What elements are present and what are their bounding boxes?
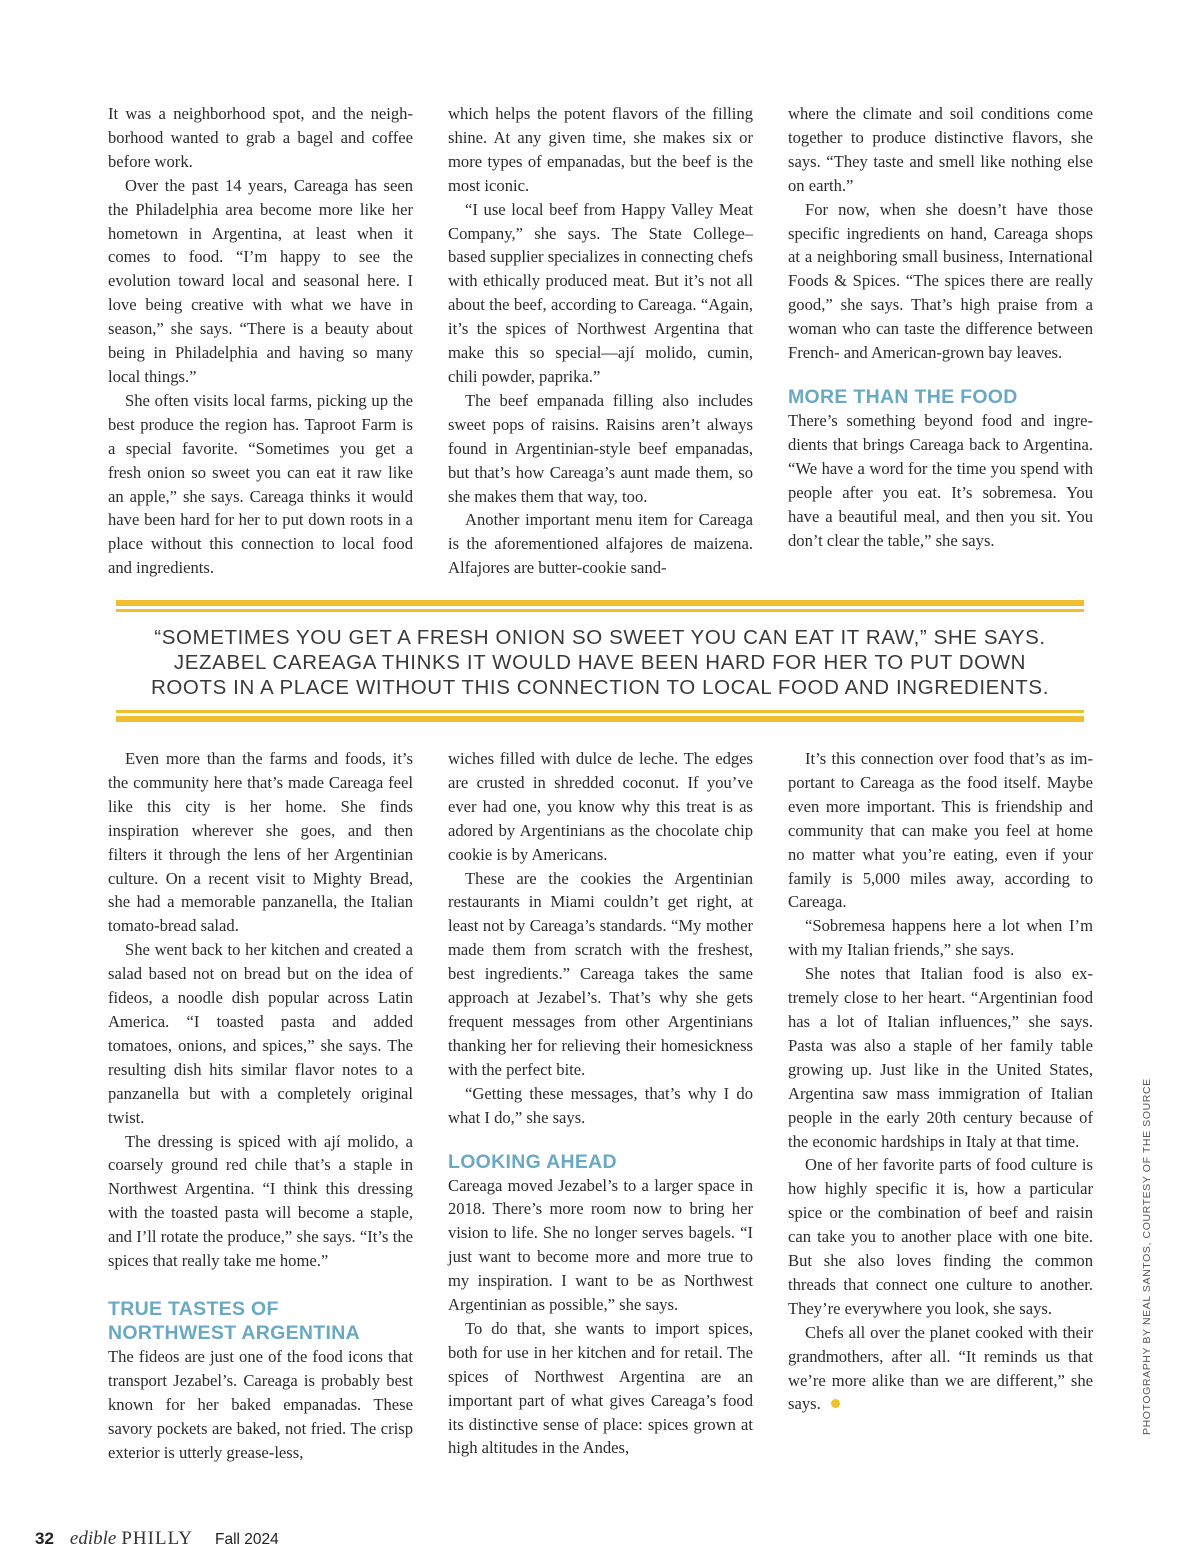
pullquote-line: “SOMETIMES YOU GET A FRESH ONION SO SWEET YOU CAN EAT IT RAW,” SHE SAYS. <box>154 626 1046 649</box>
column-2 <box>448 102 753 580</box>
paragraph: These are the cookies the Argentinian restaurants in Miami couldn’t get right, at least not by Careaga’s standards. “My mother made them from scratch with the freshest, best ingredients.” Careaga takes the same approach at Jezabel’s. That’s why she gets frequent messages from other Argentinians thanking her for relieving their homesickness with the perfect bite. <box>448 868 753 1079</box>
paragraph: “Getting these messages, that’s why I do what I do,” she says. <box>448 1083 753 1127</box>
issue-date: Fall 2024 <box>215 1531 279 1548</box>
paragraph: She notes that Italian food is also extremely close to her heart. “Argentinian food has a lot of Italian influences,” she says. Pasta was also a staple of her family table growing up. Just like in the United States, Argentina saw mass immigration of Italian people in the early 20th century because of the economic hardships in Italy at that time. <box>788 964 1093 1151</box>
pullquote-line: JEZABEL CAREAGA THINKS IT WOULD HAVE BEEN HARD FOR HER TO PUT DOWN <box>173 651 1027 674</box>
column-5 <box>448 747 753 1460</box>
magazine-logo-philly: PHILLY <box>121 1528 194 1549</box>
column-1 <box>108 102 413 580</box>
magazine-logo-edible: edible <box>69 1528 117 1549</box>
column-4 <box>108 747 413 1464</box>
paragraph: “I use local beef from Happy Valley Meat Company,” she says. The State College–based supplier specializes in connecting chefs with ethically produced meat. But it’s not all about the beef, according to Careaga. “Again, it’s the spices of Northwest Argentina that make this so special—ají molido, cumin, chili powder, paprika.” <box>448 199 753 386</box>
paragraph: Another important menu item for Careaga is the aforementioned alfajores de maizena. Alfajores are butter-cookie sand- <box>448 510 753 578</box>
section-heading <box>108 1297 413 1345</box>
page-footer <box>35 1528 279 1556</box>
paragraph: Careaga moved Jezabel’s to a larger space in 2018. There’s more room now to bring her vision to life. She no longer serves bagels. “I just want to become more and more true to my inspiration. I want to be as Northwest Argentinian as possible,” she says. <box>448 1175 753 1315</box>
paragraph: “Sobremesa happens here a lot when I’m with my Italian friends,” she says. <box>788 916 1093 960</box>
paragraph: where the climate and soil conditions come together to produce distinctive flavors, she says. “They taste and smell like nothing else on earth.” <box>788 104 1093 195</box>
paragraph <box>788 1321 1093 1417</box>
paragraph: It was a neighborhood spot, and the neighborhood wanted to grab a bagel and coffee before work. <box>108 104 413 171</box>
page-number: 32 <box>35 1529 54 1548</box>
pullquote-line: ROOTS IN A PLACE WITHOUT THIS CONNECTION TO LOCAL FOOD AND INGREDIENTS. <box>150 676 1050 699</box>
paragraph-text: Chefs all over the planet cooked with their grandmothers, after all. “It reminds us that we’re more alike than we are different,” she says. <box>788 1322 1093 1414</box>
section-heading: LOOKING AHEAD <box>448 1150 617 1173</box>
pullquote-rule-bottom <box>116 710 1084 722</box>
paragraph: The beef empanada filling also includes sweet pops of raisins. Raisins aren’t always found in Argentinian-style beef empanadas, but that’s how Careaga’s aunt made them, so she makes them that way, too. <box>448 390 753 506</box>
paragraph: wiches filled with dulce de leche. The edges are crusted in shredded coconut. If you’ve ever had one, you know why this treat is as adored by Argentinians as the chocolate chip cookie is by Americans. <box>448 749 753 864</box>
section-heading: MORE THAN THE FOOD <box>788 385 1018 408</box>
paragraph: The dressing is spiced with ají molido, a coarsely ground red chile that’s a staple in Northwest Argentina. “I think this dressing with the toasted pasta will become a staple, and I’ll rotate the produce,” she says. “It’s the spices that really take me home.” <box>108 1131 413 1271</box>
section-heading-line: TRUE TASTES OF <box>108 1297 279 1320</box>
column-3 <box>788 102 1093 552</box>
paragraph: To do that, she wants to import spices, both for use in her kitchen and for retail. The spices of Northwest Argentina are an important part of what gives Careaga’s food its distinctive sense of place: spices grown at high altitudes in the Andes, <box>448 1318 753 1458</box>
paragraph: There’s something beyond food and ingredients that brings Careaga back to Argentina. “We have a word for the time you spend with people after you eat. It’s sobremesa. You have a beautiful meal, and then you sit. You don’t clear the table,” she says. <box>788 410 1093 550</box>
section-heading-line: NORTHWEST ARGENTINA <box>108 1321 360 1344</box>
paragraph: For now, when she doesn’t have those specific ingredients on hand, Careaga shops at a neighboring small business, International Foods & Spices. “The spices there are really good,” she says. That’s high praise from a woman who can taste the difference between French- and American-grown bay leaves. <box>788 199 1093 363</box>
paragraph: It’s this connection over food that’s as important to Careaga as the food itself. Maybe even more important. This is friendship and community that can make you feel at home no matter what you’re eating, even if your family is 5,000 miles away, according to Careaga. <box>788 749 1093 912</box>
paragraph: She went back to her kitchen and created a salad based not on bread but on the idea of fideos, a noodle dish popular across Latin America. “I toasted pasta and added tomatoes, onions, and spices,” she says. The resulting dish hits similar flavor notes to a panzanella but with a completely original twist. <box>108 940 413 1127</box>
pullquote-rule-top <box>116 600 1084 612</box>
photo-credit: PHOTOGRAPHY BY NEAL SANTOS, COURTESY OF THE SOURCE <box>1141 1078 1153 1435</box>
paragraph: which helps the potent flavors of the filling shine. At any given time, she makes six or more types of empanadas, but the beef is the most iconic. <box>448 104 753 195</box>
paragraph: She often visits local farms, picking up the best produce the region has. Taproot Farm is a special favorite. “Sometimes you get a fresh onion so sweet you can eat it raw like an apple,” she says. Careaga thinks it would have been hard for her to put down roots in a place without this connection to local food and ingredients. <box>108 390 413 578</box>
pullquote <box>110 625 1090 700</box>
end-mark-icon <box>831 1399 840 1408</box>
paragraph: Over the past 14 years, Careaga has seen the Philadelphia area become more like her hometown in Argentina, at least when it comes to food. “I’m happy to see the evolution toward local and seasonal here. I love being creative with what we have in season,” she says. “There is a beauty about being in Philadelphia and having so many local things.” <box>108 175 413 386</box>
paragraph: Even more than the farms and foods, it’s the community here that’s made Careaga feel like this city is her home. She finds inspiration wherever she goes, and then filters it through the lens of her Argentinian culture. On a recent visit to Mighty Bread, she had a memorable panzanella, the Italian tomato-bread salad. <box>108 749 413 936</box>
column-6 <box>788 747 1093 1416</box>
paragraph: One of her favorite parts of food culture is how highly specific it is, how a particular spice or the combination of beef and raisin can take you to another place with one bite. But she also loves finding the common threads that connect one culture to another. They’re everywhere you look, she says. <box>788 1155 1093 1318</box>
paragraph: The fideos are just one of the food icons that transport Jezabel’s. Careaga is probably best known for her baked empanadas. These savory pockets are baked, not fried. The crisp exterior is utterly grease-less, <box>108 1346 413 1462</box>
